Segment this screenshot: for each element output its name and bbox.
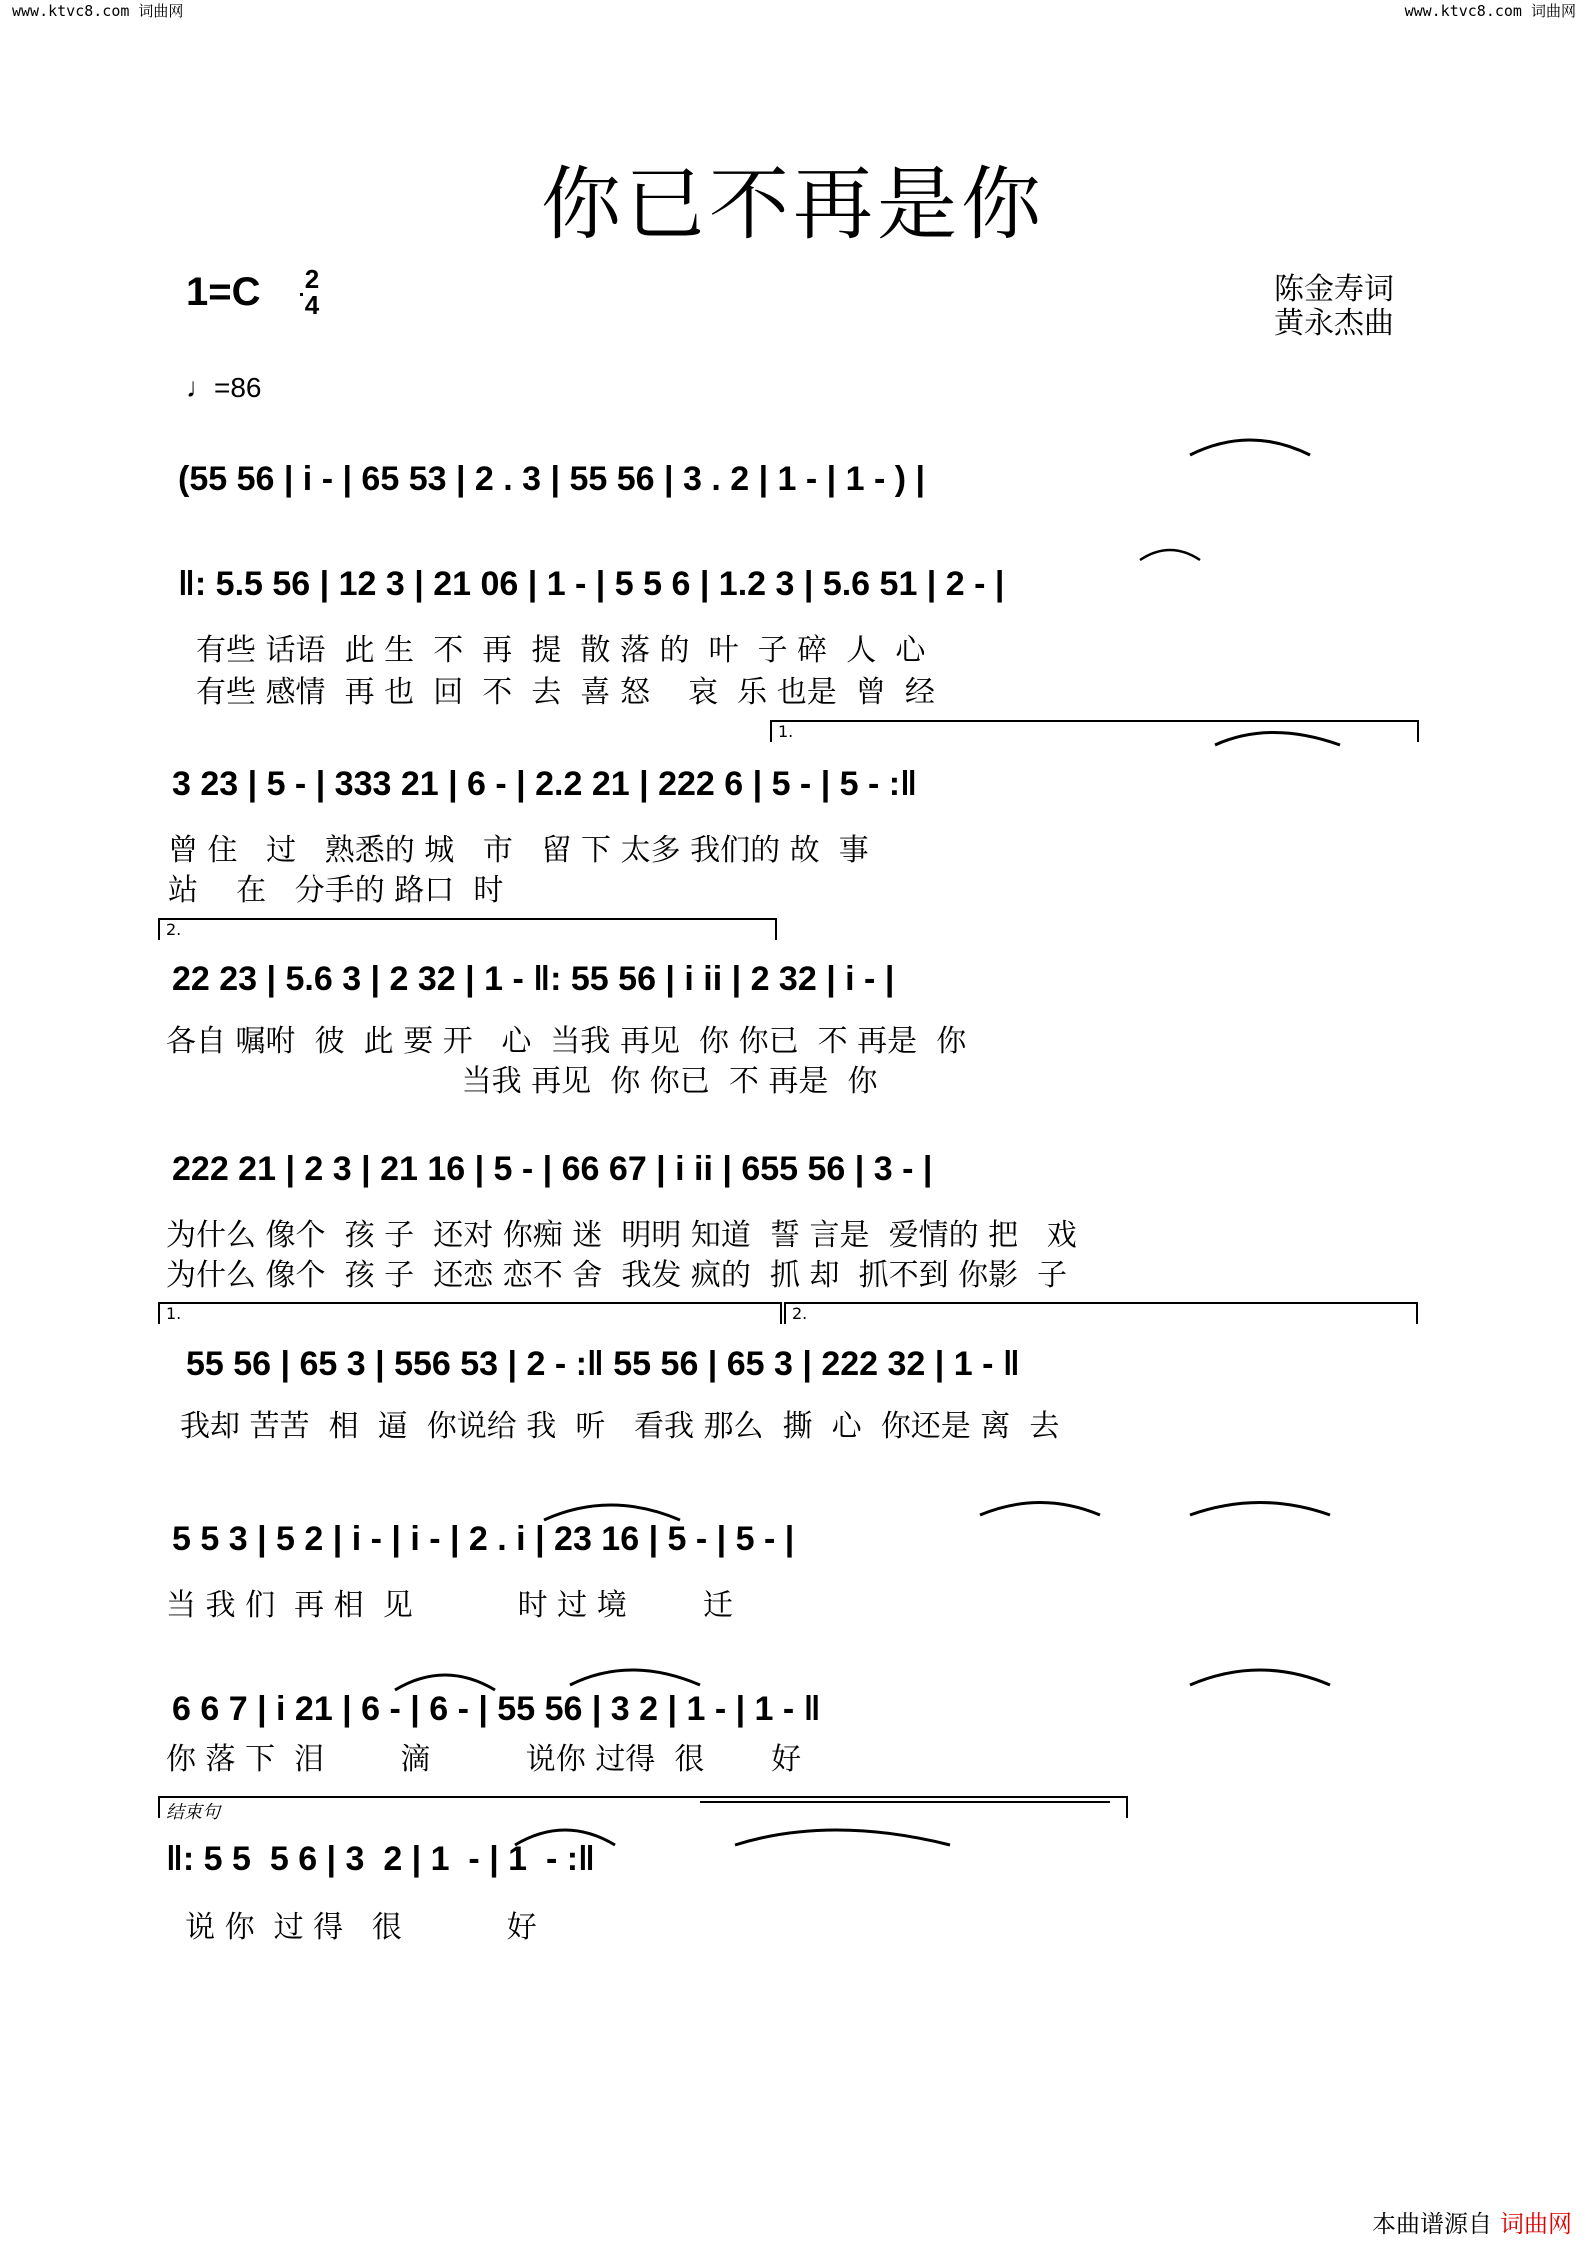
lyric-verse-2: 当我 再见 你 你已 不 再是 你: [166, 1064, 878, 1099]
footer-source: [1372, 2204, 1572, 2239]
key-signature: 1=C: [186, 270, 261, 314]
notation-line: 222 21 | 2 3 | 21 16 | 5 - | 66 67 | i ii | 655 56 | 3 - |: [172, 1150, 933, 1188]
site-watermark-right: www.ktvc8.com 词曲网: [1404, 2, 1576, 20]
notation-line: 6 6 7 | i 21 | 6 - | 6 - | 55 56 | 3 2 | 1 - | 1 - ‖: [172, 1690, 821, 1728]
lyric-verse-1: 为什么 像个 孩 子 还对 你痴 迷 明明 知道 誓 言是 爱情的 把 戏: [166, 1218, 1077, 1253]
tempo-marking: ♩=86: [186, 372, 262, 403]
composer: 黄永杰曲: [1274, 306, 1394, 341]
lyric-verse-2: 为什么 像个 孩 子 还恋 恋不 舍 我发 疯的 抓 却 抓不到 你影 子: [166, 1258, 1068, 1293]
tie-arc: [1190, 1503, 1330, 1516]
footer-brand[interactable]: 词曲网: [1500, 2210, 1572, 2238]
lyric-verse-1: 你 落 下 泪 滴 说你 过得 很 好: [166, 1742, 802, 1777]
notation-line: ‖: 5.5 56 | 12 3 | 21 06 | 1 - | 5 5 6 | 1.2 3 | 5.6 51 | 2 - |: [178, 565, 1005, 603]
tie-arc: [735, 1830, 950, 1845]
notation-line: 3 23 | 5 - | 333 21 | 6 - | 2.2 21 | 222 6 | 5 - | 5 - :‖: [172, 765, 918, 803]
lyric-verse-2: 站 在 分手的 路口 时: [168, 873, 504, 908]
tie-arc: [544, 1505, 680, 1520]
volta-2-label: 2.: [792, 1304, 808, 1323]
site-watermark-left: www.ktvc8.com 词曲网: [12, 2, 184, 20]
notation-line: (55 56 | i - | 65 53 | 2 . 3 | 55 56 | 3 . 2 | 1 - | 1 - ) |: [178, 460, 926, 498]
lyric-verse-1: 有些 话语 此 生 不 再 提 散 落 的 叶 子 碎 人 心: [196, 633, 926, 668]
tie-arc: [515, 1830, 615, 1845]
tie-arc: [980, 1503, 1100, 1516]
tie-arc: [1190, 1670, 1330, 1685]
lyric-verse-1: 曾 住 过 熟悉的 城 市 留 下 太多 我们的 故 事: [168, 833, 869, 868]
notation-line: 22 23 | 5.6 3 | 2 32 | 1 - ‖: 55 56 | i ii | 2 32 | i - |: [172, 960, 895, 998]
lyric-verse-2: 有些 感情 再 也 回 不 去 喜 怒 哀 乐 也是 曾 经: [196, 675, 935, 710]
lyric-verse-1: 当 我 们 再 相 见 时 过 境 迁: [166, 1588, 734, 1623]
volta-1-label: 1.: [778, 722, 794, 741]
lyricist: 陈金寿词: [1274, 272, 1394, 307]
coda-label: 结束句: [166, 1802, 220, 1823]
tie-arc: [1140, 550, 1200, 560]
lyric-verse-1: 各自 嘱咐 彼 此 要 开 心 当我 再见 你 你已 不 再是 你: [166, 1024, 967, 1059]
volta-1-label: 1.: [166, 1304, 182, 1323]
footer-source-text: 本曲谱源自: [1372, 2210, 1492, 2238]
lyric-verse-1: 我却 苦苦 相 逼 你说给 我 听 看我 那么 撕 心 你还是 离 去: [180, 1409, 1060, 1444]
tie-arc: [395, 1675, 495, 1690]
tie-arc: [570, 1670, 700, 1685]
song-title: 你已不再是你: [541, 158, 1045, 251]
notation-line: 5 5 3 | 5 2 | i - | i - | 2 . i | 23 16 | 5 - | 5 - |: [172, 1520, 795, 1558]
meter-top: 2: [304, 264, 320, 294]
notation-line: ‖: 5 5 5 6 | 3 2 | 1 - | 1 - :‖: [166, 1840, 595, 1878]
lyric-verse-1: 说 你 过 得 很 好: [166, 1910, 537, 1945]
tie-arc: [1190, 440, 1310, 455]
meter-bottom: 4: [304, 290, 320, 320]
notation-line: 55 56 | 65 3 | 556 53 | 2 - :‖ 55 56 | 65 3 | 222 32 | 1 - ‖: [186, 1345, 1020, 1383]
tie-arc: [1215, 733, 1340, 746]
volta-2-label: 2.: [166, 920, 182, 939]
